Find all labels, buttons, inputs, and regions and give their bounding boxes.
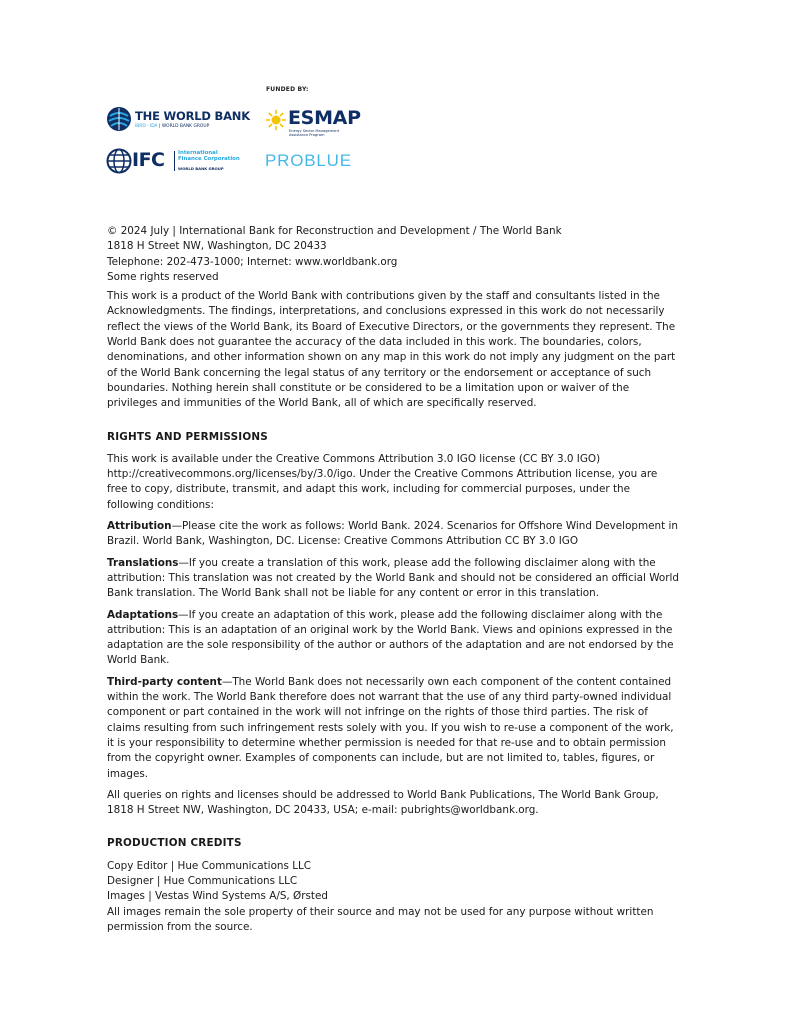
ifc-group: WORLD BANK GROUP (178, 166, 224, 171)
translations-label: Translations (107, 556, 179, 569)
ifc-full-name (178, 150, 240, 162)
ifc-divider (174, 151, 175, 171)
queries-paragraph: All queries on rights and licenses should be addressed to World Bank Publications, The World Bank Group, 1818 H Street NW, Washington, DC 20433, USA; e-mail: pubrights@worldbank.org. (107, 788, 659, 817)
esmap-name: ESMAP (288, 107, 361, 129)
disclaimer-paragraph: This work is a product of the World Bank with contributions given by the staff and consultants listed in the Acknowledgments. The findings, interpretations, and conclusions expressed in this work do not necessarily reflect the views of the World Bank, its Board of Executive Directors, or the governments they represent. The World Bank does not guarantee the accuracy of the data included in this work. The boundaries, colors, denominations, and other information shown on any map in this work do not imply any judgment on the part of the World Bank concerning the legal status of any territory or the endorsement or acceptance of such boundaries. Nothing herein shall constitute or be considered to be a limitation upon or waiver of the privileges and immunities of the World Bank, all of which are specifically reserved. (107, 290, 676, 410)
ifc-globe-icon (106, 148, 132, 174)
rights-heading: RIGHTS AND PERMISSIONS (107, 430, 268, 443)
esmap-logo (265, 108, 375, 140)
ifc-name-line2: Finance Corporation (178, 156, 240, 163)
designer-credit: Designer | Hue Communications LLC (107, 874, 298, 887)
attribution-text: —Please cite the work as follows: World Bank. 2024. Scenarios for Offshore Wind Development in Brazil. World Bank, Washington, DC. License: Creative Commons Attribution CC BY 3.0 IGO (107, 520, 678, 548)
esmap-subtitle (289, 129, 339, 137)
world-bank-globe-icon (106, 106, 132, 132)
world-bank-subtitle: IBRD · IDA | WORLD BANK GROUP (135, 124, 210, 129)
images-credit: Images | Vestas Wind Systems A/S, Ørsted (107, 890, 328, 903)
attribution-paragraph (107, 519, 679, 550)
rights-reserved-line: Some rights reserved (107, 270, 219, 283)
address-line: 1818 H Street NW, Washington, DC 20433 (107, 240, 327, 253)
problue-logo: PROBLUE (265, 151, 352, 170)
ifc-name-line1: International (178, 150, 218, 156)
world-bank-title: THE WORLD BANK (135, 109, 250, 123)
contact-line: Telephone: 202-473-1000; Internet: www.worldbank.org (107, 255, 398, 268)
sun-icon (265, 109, 287, 131)
funded-by-label: FUNDED BY: (266, 86, 309, 93)
third-party-label: Third-party content (107, 675, 222, 688)
translations-paragraph (107, 556, 679, 602)
esmap-sub-line1: Energy Sector Management (289, 129, 340, 133)
third-party-paragraph (107, 675, 679, 782)
adaptations-text: —If you create an adaptation of this work, please add the following disclaimer along with the attribution: This is an adaptation of an original work by the World Bank. Views and opinions expressed in the adaptation are the sole responsibility of the author or authors of the adaptation and are not endorsed by the World Bank. (107, 608, 674, 667)
world-bank-sub-dark: WORLD BANK GROUP (161, 124, 210, 129)
ifc-logo (106, 147, 256, 175)
attribution-label: Attribution (107, 520, 172, 533)
translations-text: —If you create a translation of this work, please add the following disclaimer along with the attribution: This translation was not created by the World Bank and should not be considered an official World Bank translation. The World Bank shall not be liable for any content or error in this translation. (107, 556, 679, 600)
adaptations-paragraph (107, 608, 679, 669)
copy-editor-credit: Copy Editor | Hue Communications LLC (107, 859, 312, 872)
adaptations-label: Adaptations (107, 608, 179, 621)
world-bank-logo (106, 106, 256, 134)
copyright-line: © 2024 July | International Bank for Reconstruction and Development / The World Bank (107, 225, 562, 237)
credits-heading: PRODUCTION CREDITS (107, 837, 242, 850)
esmap-sub-line2: Assistance Program (289, 133, 325, 138)
license-intro: This work is available under the Creative Commons Attribution 3.0 IGO license (CC BY 3.0 IGO) http://creativecommons.org/licenses/by/3.0/igo. Under the Creative Commons Attribution license, you are free to copy, distribute, transmit, and adapt this work, including for commercial purposes, under the following conditions: (107, 452, 658, 511)
third-party-text: —The World Bank does not necessarily own each component of the content contained within the work. The World Bank therefore does not warrant that the use of any third party-owned individual component or part contained in the work will not infringe on the rights of those third parties. The risk of claims resulting from such infringement rests solely with you. If you wish to re-use a component of the work, it is your responsibility to determine whether permission is needed for that re-use and to obtain permission from the copyright owner. Examples of components can include, but are not limited to, tables, figures, or images. (107, 675, 674, 780)
images-note: All images remain the sole property of their source and may not be used for any purpose without written permission from the source. (107, 905, 654, 933)
ifc-short-name: IFC (132, 149, 165, 171)
document-body (107, 224, 679, 935)
world-bank-sub-blue: IBRD · IDA (135, 124, 158, 129)
